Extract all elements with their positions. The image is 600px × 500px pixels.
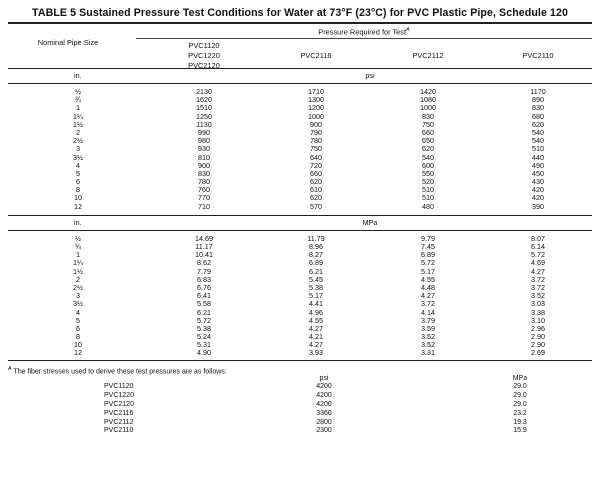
pipe-size-cell: 12 bbox=[74, 348, 82, 358]
pipe-size-cell: 6 bbox=[76, 177, 80, 187]
mpa-table-body bbox=[8, 235, 592, 358]
pvc1120-value-cell: 5.24 bbox=[197, 332, 211, 342]
pvc1120-value-cell: 14.69 bbox=[195, 233, 213, 243]
footnote-marker: A bbox=[8, 365, 12, 372]
pvc2116-value-cell: 620 bbox=[310, 177, 322, 187]
pvc2110-value-cell: 450 bbox=[532, 168, 544, 178]
material-cell: PVC2112 bbox=[104, 418, 134, 426]
pvc2116-value-cell: 620 bbox=[310, 193, 322, 203]
pvc2116-value-cell: 6.21 bbox=[309, 266, 323, 276]
stress-psi-cell: 3360 bbox=[316, 409, 332, 417]
pvc2112-value-cell: 1420 bbox=[420, 87, 436, 96]
pvc1120-value-cell: 6.21 bbox=[197, 307, 211, 317]
col-header-line: PVC1220 bbox=[188, 51, 220, 60]
stress-mpa-cell: 19.3 bbox=[513, 418, 527, 426]
bottom-rule bbox=[8, 360, 592, 361]
pvc2116-value-cell: 1200 bbox=[308, 103, 324, 113]
pressure-required-header bbox=[136, 27, 592, 36]
pipe-size-cell: 8 bbox=[76, 332, 80, 342]
pvc2112-value-cell: 550 bbox=[422, 168, 434, 178]
footnote bbox=[8, 363, 592, 437]
pipe-size-cell: ½ bbox=[75, 87, 81, 96]
material-cell: PVC2110 bbox=[104, 427, 134, 435]
footnote-marker: A bbox=[406, 27, 410, 33]
pvc2110-value-cell: 890 bbox=[532, 95, 544, 105]
pvc2112-value-cell: 510 bbox=[422, 193, 434, 203]
pvc2110-value-cell: 2.90 bbox=[531, 332, 545, 342]
table-header bbox=[8, 24, 592, 68]
pvc2116-value-cell: 5.17 bbox=[309, 291, 323, 301]
table-row bbox=[8, 243, 592, 251]
pvc2112-value-cell: 600 bbox=[422, 160, 434, 170]
pvc2110-value-cell: 440 bbox=[532, 152, 544, 162]
pipe-size-cell: 3 bbox=[76, 144, 80, 154]
nominal-pipe-size-label: Nominal Pipe Size bbox=[37, 38, 99, 47]
stress-mpa-cell: 15.9 bbox=[513, 427, 527, 435]
footnote-body: The fiber stresses used to derive these test pressures are as follows: bbox=[13, 367, 227, 375]
pvc2110-value-cell: 3.38 bbox=[531, 307, 545, 317]
table-row bbox=[8, 325, 592, 333]
pvc2116-value-cell: 4.27 bbox=[309, 340, 323, 350]
pipe-size-cell: 2½ bbox=[73, 136, 83, 146]
unit-value: psi bbox=[365, 71, 375, 80]
pvc1120-value-cell: 990 bbox=[198, 127, 210, 137]
pvc2112-value-cell: 4.27 bbox=[421, 291, 435, 301]
table-row bbox=[8, 170, 592, 178]
pvc2112-value-cell: 3.31 bbox=[421, 348, 435, 358]
pvc2116-value-cell: 750 bbox=[310, 144, 322, 154]
pvc2110-value-cell: 3.03 bbox=[531, 299, 545, 309]
material-cell: PVC1220 bbox=[104, 392, 134, 400]
table-row bbox=[8, 162, 592, 170]
pvc1120-value-cell: 2130 bbox=[196, 87, 212, 96]
pipe-size-cell: 1½ bbox=[73, 266, 83, 276]
unit-label: in. bbox=[74, 217, 82, 227]
table-row bbox=[8, 251, 592, 259]
pvc1120-value-cell: 1130 bbox=[196, 119, 212, 129]
table-row bbox=[8, 194, 592, 202]
pvc2112-value-cell: 5.17 bbox=[421, 266, 435, 276]
pvc2116-value-cell: 5.45 bbox=[309, 274, 323, 284]
pvc2116-value-cell: 1710 bbox=[308, 87, 324, 96]
pvc2116-value-cell: 790 bbox=[310, 127, 322, 137]
pvc2112-value-cell: 3.59 bbox=[421, 323, 435, 333]
table-row bbox=[8, 203, 592, 211]
pvc2110-value-cell: 420 bbox=[532, 193, 544, 203]
pvc2112-value-cell: 1000 bbox=[420, 103, 436, 113]
table-row bbox=[8, 300, 592, 308]
table-row bbox=[8, 276, 592, 284]
col-header-pvc2116: PVC2116 bbox=[300, 51, 332, 60]
footnote-row bbox=[8, 401, 592, 410]
pvc2110-value-cell: 3.10 bbox=[531, 315, 545, 325]
pvc2110-value-cell: 620 bbox=[532, 119, 544, 129]
footnote-header-row bbox=[8, 375, 592, 384]
pvc2116-value-cell: 6.89 bbox=[309, 258, 323, 268]
pvc2112-value-cell: 7.45 bbox=[421, 242, 435, 251]
table-row bbox=[8, 268, 592, 276]
pvc2116-value-cell: 900 bbox=[310, 119, 322, 129]
pipe-size-cell: 1½ bbox=[73, 119, 83, 129]
pipe-size-cell: 6 bbox=[76, 323, 80, 333]
pvc2110-value-cell: 540 bbox=[532, 127, 544, 137]
pvc2116-value-cell: 1000 bbox=[308, 111, 324, 121]
pipe-size-cell: ¾ bbox=[75, 242, 81, 251]
pvc1120-value-cell: 900 bbox=[198, 160, 210, 170]
pipe-size-cell: 1 bbox=[76, 103, 80, 113]
pipe-size-cell: 3½ bbox=[73, 152, 83, 162]
pvc1120-value-cell: 930 bbox=[198, 144, 210, 154]
pipe-size-cell: ½ bbox=[75, 233, 81, 243]
pipe-size-cell: 10 bbox=[74, 340, 82, 350]
footnote-row bbox=[8, 383, 592, 392]
table-row bbox=[8, 309, 592, 317]
pvc2116-value-cell: 11.79 bbox=[307, 233, 325, 243]
pvc1120-value-cell: 710 bbox=[198, 201, 210, 211]
footnote-row bbox=[8, 419, 592, 428]
pvc2110-value-cell: 4.27 bbox=[531, 266, 545, 276]
pvc2112-value-cell: 660 bbox=[422, 127, 434, 137]
table-row bbox=[8, 235, 592, 243]
table-row bbox=[8, 349, 592, 357]
document-page bbox=[8, 4, 592, 436]
pvc2116-value-cell: 3.93 bbox=[309, 348, 323, 358]
stress-mpa-cell: 29.0 bbox=[513, 401, 527, 409]
pvc2110-value-cell: 3.52 bbox=[531, 291, 545, 301]
pvc2110-value-cell: 3.72 bbox=[531, 282, 545, 292]
pvc1120-value-cell: 8.62 bbox=[197, 258, 211, 268]
pipe-size-cell: 2 bbox=[76, 274, 80, 284]
pvc2110-value-cell: 2.69 bbox=[531, 348, 545, 358]
pipe-size-cell: 3 bbox=[76, 291, 80, 301]
pvc2110-value-cell: 540 bbox=[532, 136, 544, 146]
pressure-span-rule bbox=[136, 38, 592, 39]
nominal-pipe-size-header bbox=[18, 38, 118, 48]
material-cell: PVC2120 bbox=[104, 401, 134, 409]
pvc2110-value-cell: 8.07 bbox=[531, 233, 545, 243]
pvc2110-value-cell: 5.72 bbox=[531, 250, 545, 260]
pvc1120-value-cell: 11.17 bbox=[195, 242, 213, 251]
pvc2110-value-cell: 4.69 bbox=[531, 258, 545, 268]
pipe-size-cell: 12 bbox=[74, 201, 82, 211]
table-row bbox=[8, 104, 592, 112]
pvc1120-value-cell: 830 bbox=[198, 168, 210, 178]
stress-psi-cell: 4200 bbox=[316, 401, 332, 409]
pvc2110-value-cell: 490 bbox=[532, 160, 544, 170]
pvc2112-value-cell: 3.79 bbox=[421, 315, 435, 325]
pvc1120-value-cell: 980 bbox=[198, 136, 210, 146]
unit-label: in. bbox=[74, 71, 82, 80]
psi-table-body bbox=[8, 88, 592, 211]
stress-psi-cell: 4200 bbox=[316, 383, 332, 391]
pvc1120-value-cell: 6.76 bbox=[197, 282, 211, 292]
pvc2112-value-cell: 830 bbox=[422, 111, 434, 121]
pvc2112-value-cell: 9.79 bbox=[421, 233, 435, 243]
stress-psi-cell: 4200 bbox=[316, 392, 332, 400]
pvc2110-value-cell: 430 bbox=[532, 177, 544, 187]
pvc2112-value-cell: 1080 bbox=[420, 95, 436, 105]
pvc2112-value-cell: 540 bbox=[422, 152, 434, 162]
unit-value: MPa bbox=[362, 217, 378, 227]
footnote-row bbox=[8, 410, 592, 419]
pvc2112-value-cell: 6.89 bbox=[421, 250, 435, 260]
pvc2112-value-cell: 510 bbox=[422, 185, 434, 195]
pvc2110-value-cell: 510 bbox=[532, 144, 544, 154]
pvc2112-value-cell: 620 bbox=[422, 144, 434, 154]
table-title: TABLE 5 Sustained Pressure Test Conditions for Water at 73°F (23°C) for PVC Plastic Pipe, Schedule 120 bbox=[32, 7, 568, 19]
table-row bbox=[8, 121, 592, 129]
pvc2110-value-cell: 6.14 bbox=[531, 242, 545, 251]
table-row bbox=[8, 129, 592, 137]
stress-mpa-cell: 29.0 bbox=[513, 383, 527, 391]
pipe-size-cell: 2½ bbox=[73, 282, 83, 292]
stress-psi-cell: 2800 bbox=[316, 418, 332, 426]
pvc2116-value-cell: 610 bbox=[310, 185, 322, 195]
pvc2116-value-cell: 660 bbox=[310, 168, 322, 178]
pvc1120-value-cell: 5.58 bbox=[197, 299, 211, 309]
footnote-rows bbox=[8, 383, 592, 436]
pvc2110-value-cell: 420 bbox=[532, 185, 544, 195]
pvc2116-value-cell: 4.96 bbox=[309, 307, 323, 317]
mpa-unit-row bbox=[8, 216, 592, 230]
pvc2112-value-cell: 650 bbox=[422, 136, 434, 146]
pvc2112-value-cell: 3.72 bbox=[421, 299, 435, 309]
col-header-pvc2110: PVC2110 bbox=[522, 51, 554, 60]
footnote-psi-header: psi bbox=[319, 374, 329, 382]
table-row bbox=[8, 145, 592, 153]
pvc2116-value-cell: 640 bbox=[310, 152, 322, 162]
pvc1120-value-cell: 5.72 bbox=[197, 315, 211, 325]
pipe-size-cell: 2 bbox=[76, 127, 80, 137]
pipe-size-cell: 5 bbox=[76, 315, 80, 325]
pvc1120-value-cell: 1620 bbox=[196, 95, 212, 105]
pvc1120-value-cell: 6.83 bbox=[197, 274, 211, 284]
pipe-size-cell: 1¼ bbox=[73, 258, 83, 268]
pvc2110-value-cell: 1170 bbox=[530, 87, 546, 96]
pvc1120-value-cell: 810 bbox=[198, 152, 210, 162]
pvc2110-value-cell: 830 bbox=[532, 103, 544, 113]
col-header-pvc2112: PVC2112 bbox=[412, 51, 444, 60]
footnote-mpa-header: MPa bbox=[512, 374, 528, 382]
table-row bbox=[8, 96, 592, 104]
pvc1120-value-cell: 10.41 bbox=[195, 250, 213, 260]
pvc1120-value-cell: 760 bbox=[198, 185, 210, 195]
table-row bbox=[8, 292, 592, 300]
pvc2112-value-cell: 3.52 bbox=[421, 332, 435, 342]
pvc1120-value-cell: 7.79 bbox=[197, 266, 211, 276]
footnote-row bbox=[8, 427, 592, 436]
material-cell: PVC2116 bbox=[104, 409, 134, 417]
pvc1120-value-cell: 1510 bbox=[196, 103, 212, 113]
pipe-size-cell: 8 bbox=[76, 185, 80, 195]
pvc1120-value-cell: 770 bbox=[198, 193, 210, 203]
table-row bbox=[8, 333, 592, 341]
table-row bbox=[8, 88, 592, 96]
pvc2112-value-cell: 4.14 bbox=[421, 307, 435, 317]
pvc1120-value-cell: 780 bbox=[198, 177, 210, 187]
pipe-size-cell: ¾ bbox=[75, 95, 81, 105]
pvc2112-value-cell: 5.72 bbox=[421, 258, 435, 268]
pipe-size-cell: 3½ bbox=[73, 299, 83, 309]
pvc2116-value-cell: 4.27 bbox=[309, 323, 323, 333]
stress-mpa-cell: 23.2 bbox=[513, 409, 527, 417]
pvc2116-value-cell: 720 bbox=[310, 160, 322, 170]
col-header-pvc1120-group bbox=[148, 41, 260, 71]
pvc1120-value-cell: 5.38 bbox=[197, 323, 211, 333]
footnote-text bbox=[8, 363, 592, 375]
pvc2112-value-cell: 4.55 bbox=[421, 274, 435, 284]
pvc2110-value-cell: 680 bbox=[532, 111, 544, 121]
table-row bbox=[8, 154, 592, 162]
pipe-size-cell: 1¼ bbox=[73, 111, 83, 121]
pvc2110-value-cell: 3.72 bbox=[531, 274, 545, 284]
pipe-size-cell: 1 bbox=[76, 250, 80, 260]
pvc2112-value-cell: 520 bbox=[422, 177, 434, 187]
pvc2112-value-cell: 3.52 bbox=[421, 340, 435, 350]
pvc2116-value-cell: 4.41 bbox=[309, 299, 323, 309]
pvc2110-value-cell: 2.96 bbox=[531, 323, 545, 333]
pvc2116-value-cell: 4.21 bbox=[309, 332, 323, 342]
pvc2116-value-cell: 5.38 bbox=[309, 282, 323, 292]
pvc2116-value-cell: 1300 bbox=[308, 95, 324, 105]
footnote-row bbox=[8, 392, 592, 401]
pvc2112-value-cell: 750 bbox=[422, 119, 434, 129]
pvc1120-value-cell: 1250 bbox=[196, 111, 212, 121]
table-row bbox=[8, 259, 592, 267]
pvc2110-value-cell: 2.90 bbox=[531, 340, 545, 350]
table-row bbox=[8, 178, 592, 186]
table-row bbox=[8, 341, 592, 349]
pvc1120-value-cell: 6.41 bbox=[197, 291, 211, 301]
pressure-required-label: Pressure Required for Test bbox=[318, 27, 407, 37]
stress-mpa-cell: 29.0 bbox=[513, 392, 527, 400]
table-row bbox=[8, 137, 592, 145]
pvc2116-value-cell: 780 bbox=[310, 136, 322, 146]
pvc2116-value-cell: 8.27 bbox=[309, 250, 323, 260]
pvc2116-value-cell: 4.55 bbox=[309, 315, 323, 325]
pvc2110-value-cell: 390 bbox=[532, 201, 544, 211]
pipe-size-cell: 4 bbox=[76, 307, 80, 317]
pvc2112-value-cell: 480 bbox=[422, 201, 434, 211]
pvc1120-value-cell: 4.90 bbox=[197, 348, 211, 358]
pvc1120-value-cell: 5.31 bbox=[197, 340, 211, 350]
table-row bbox=[8, 317, 592, 325]
pvc2116-value-cell: 8.96 bbox=[309, 242, 323, 251]
col-header-line: PVC2120 bbox=[188, 61, 220, 70]
psi-unit-row bbox=[8, 69, 592, 83]
pvc2116-value-cell: 570 bbox=[310, 201, 322, 211]
table-row bbox=[8, 284, 592, 292]
pipe-size-cell: 10 bbox=[74, 193, 82, 203]
pvc2112-value-cell: 4.48 bbox=[421, 282, 435, 292]
stress-psi-cell: 2300 bbox=[316, 427, 332, 435]
material-cell: PVC1120 bbox=[104, 383, 134, 391]
table-row bbox=[8, 113, 592, 121]
pipe-size-cell: 4 bbox=[76, 160, 80, 170]
col-header-line: PVC1120 bbox=[188, 41, 220, 50]
pipe-size-cell: 5 bbox=[76, 168, 80, 178]
table-row bbox=[8, 186, 592, 194]
